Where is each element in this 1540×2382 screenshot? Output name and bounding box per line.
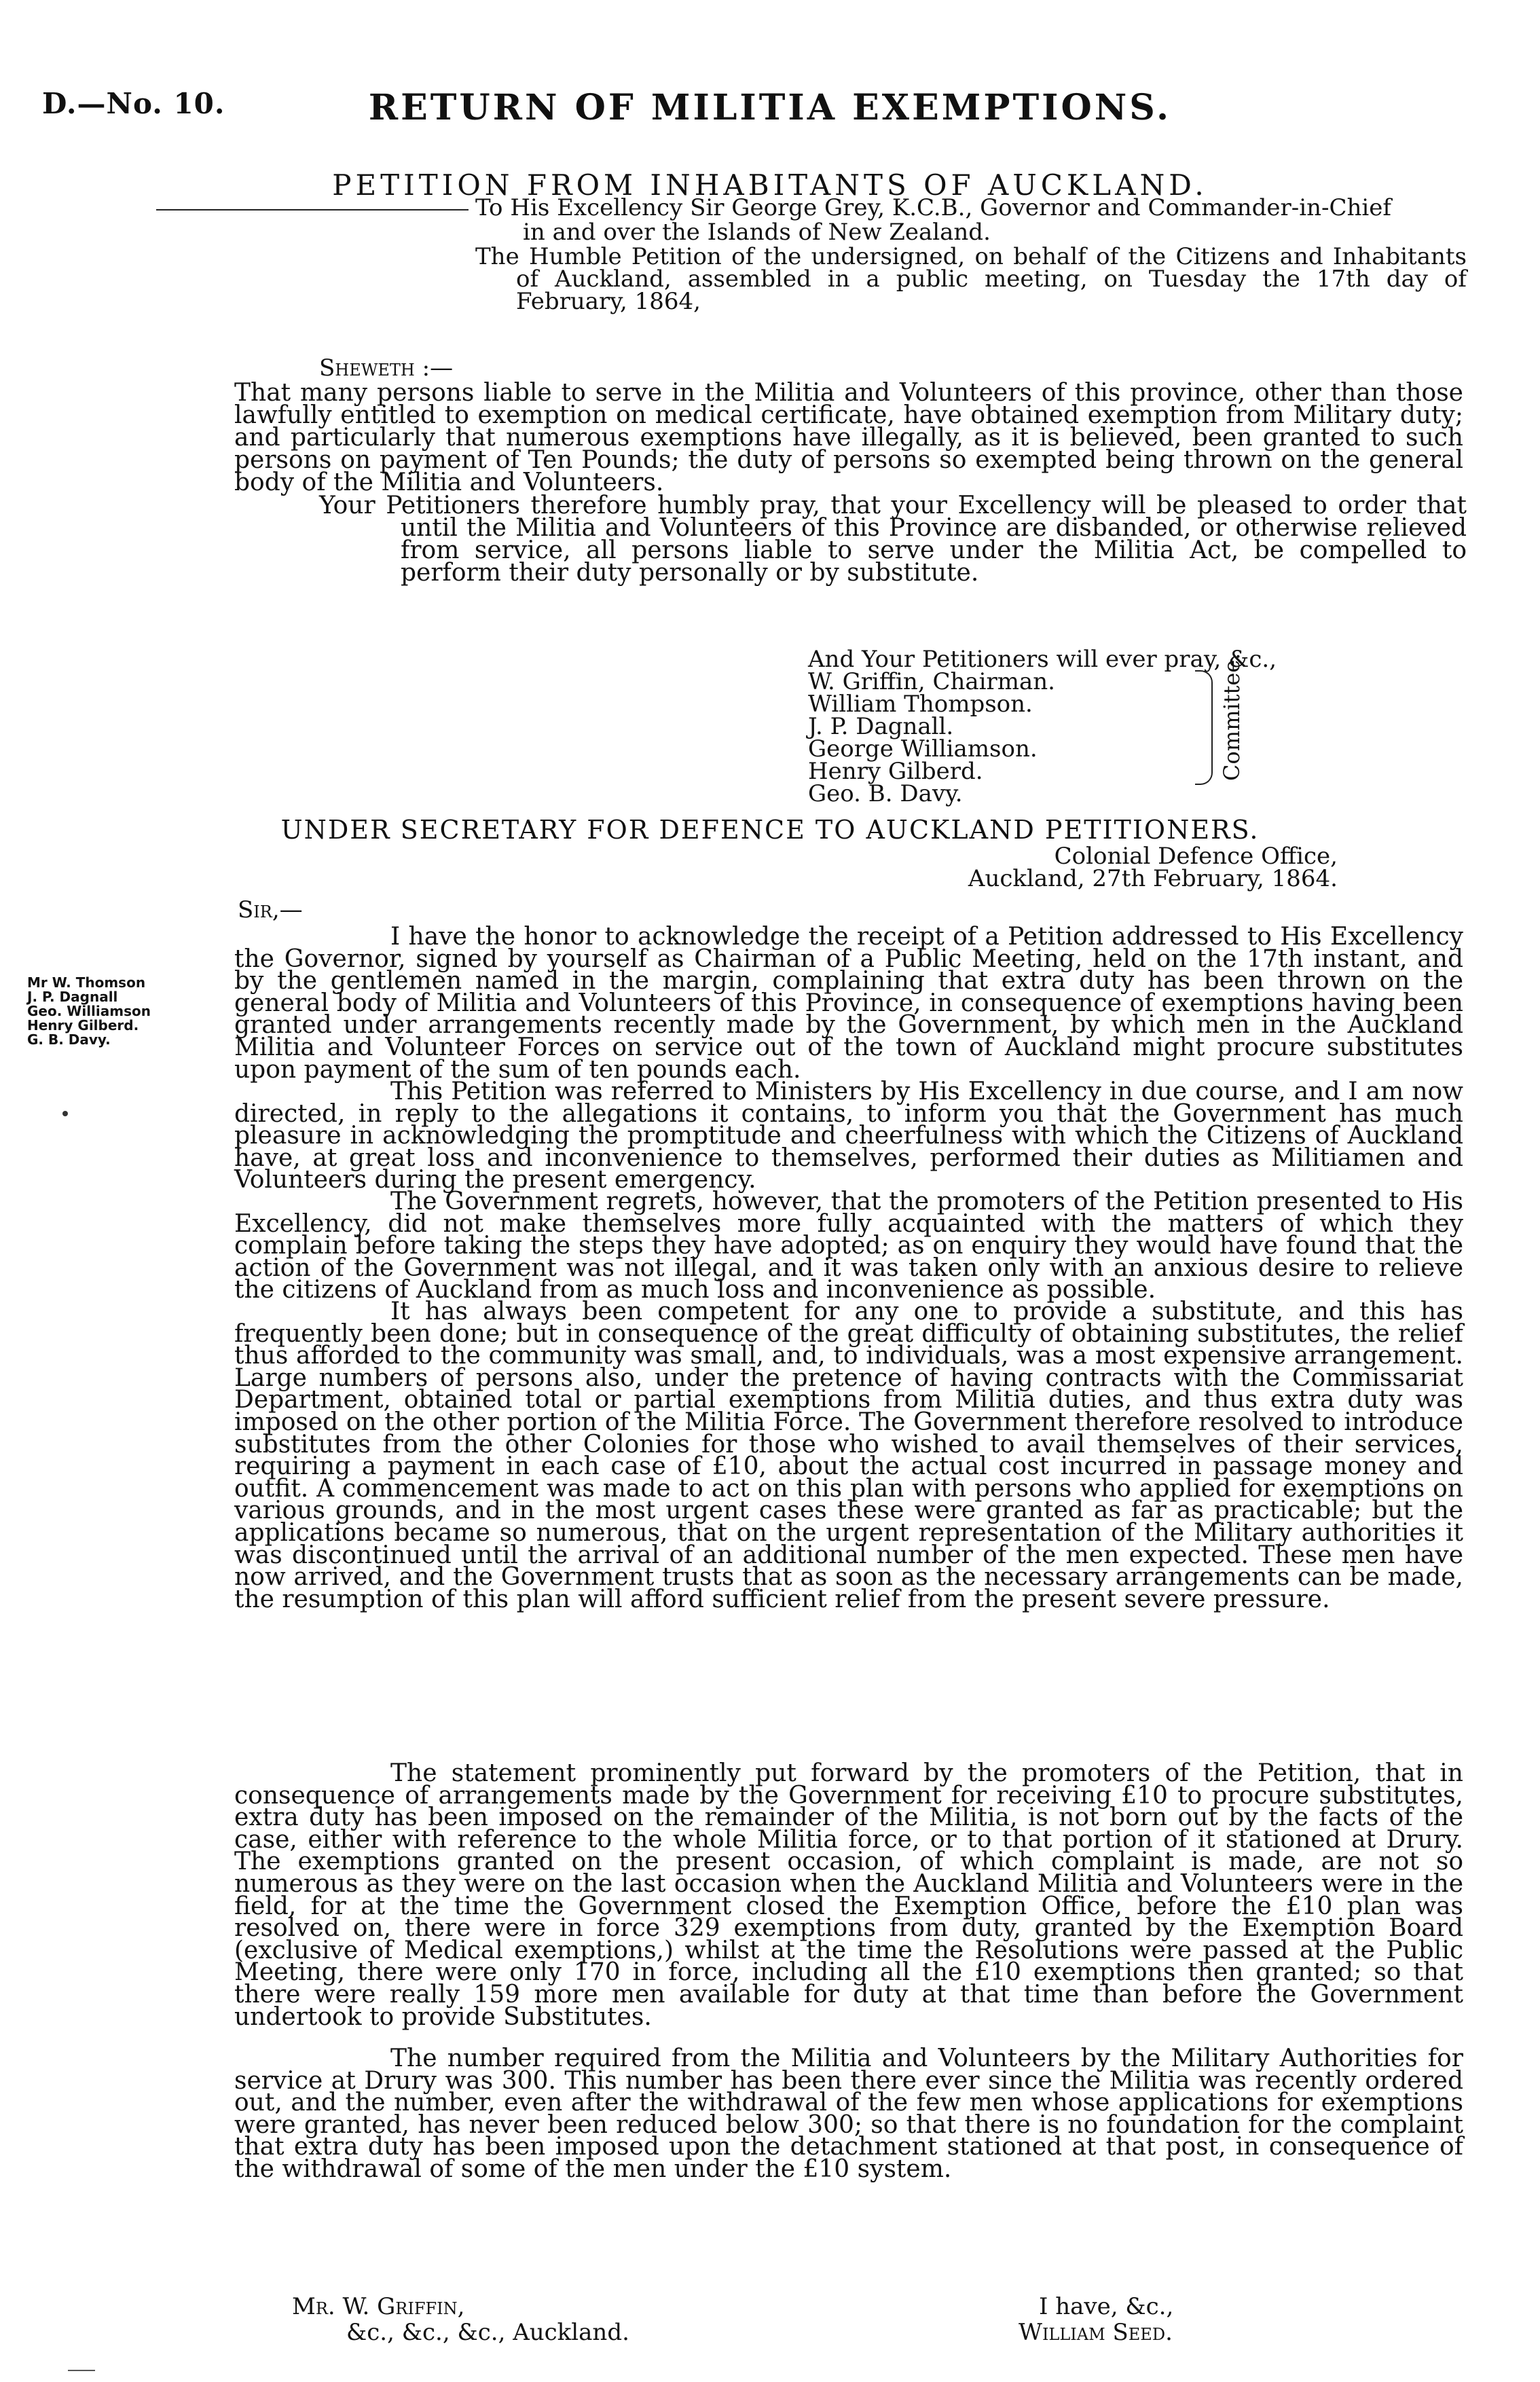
margin-names [27, 976, 151, 1047]
reply-salutation: Sir,— [238, 896, 303, 923]
reply-signoff [1019, 2294, 1173, 2345]
petition-closing: And Your Petitioners will ever pray, &c., [808, 646, 1277, 673]
reply-paragraph-6: The number required from the Militia and Volunteers by the Military Authorities for service at Drury was 300. This number has been there ever since the Militia was recently ordered out, and the number, even after the withdrawal of the few men whose applications for exemptions were granted, has never been reduced below 300; so that there is no foundation for the complaint that extra duty has been imposed upon the detachment stationed at that post, in consequence of the withdrawal of some of the men under the £10 system. [234, 2045, 1463, 2183]
signatory: William Thompson. [808, 691, 1033, 718]
reply-addressee [292, 2294, 629, 2345]
reply-paragraph-4: It has always been competent for any one to provide a substitute, and this has frequently been done; but in consequence of the great difficulty of obtaining substitutes, the relief thus afforded to the community was small, and, to individuals, was a most expensive arrangement. Large numbers of persons also, under the pretence of having contracts with the Commissariat Department, obtained total or partial exemptions from Militia duties, and thus extra duty was imposed on the other portion of the Militia Force. The Government therefore resolved to introduce substitutes from the other Colonies for those who wished to avail themselves of their services, requiring a payment in each case of £10, about the actual cost incurred in passage money and outfit. A commencement was made to act on this plan with persons who applied for exemptions on various grounds, and in the most urgent cases these were granted as far as practicable; but the applications became so numerous, that on the urgent representation of the Military authorities it was discontinued until the arrival of an additional number of the men expected. These men have now arrived, and the Government trusts that as soon as the necessary arrangements can be made, the resumption of this plan will afford sufficient relief from the present severe pressure. [234, 1298, 1463, 1613]
addressee-place: &c., &c., &c., Auckland. [346, 2319, 629, 2346]
document-serial-number: D.—No. 10. [42, 87, 225, 120]
reply-place-date: Auckland, 27th February, 1864. [968, 865, 1338, 892]
committee-label: Committee. [1219, 653, 1245, 781]
petition-prayer: Your Petitioners therefore humbly pray, that your Excellency will be pleased to order that until the Militia and Volunteers of this Province are disbanded, or otherwise relieved from service, all persons liable to serve under the Militia Act, be compelled to perform their duty personally or by substitute. [319, 492, 1467, 587]
reply-office: Colonial Defence Office, [1054, 843, 1338, 870]
reply-paragraph-2: This Petition was referred to Ministers by His Excellency in due course, and I am now directed, in reply to the allegations it contains, to inform you that the Government has much pleasure in acknowledging the promptitude and cheerfulness with which the Citizens of Auckland have, at great loss and inconvenience to themselves, performed their duties as Militiamen and Volunteers during the present emergency. [234, 1078, 1463, 1194]
reply-paragraph-5: The statement prominently put forward by the promoters of the Petition, that in consequence of arrangements made by the Government for receiving £10 to procure substitutes, extra duty has been imposed on the remainder of the Militia, is not born out by the facts of the case, either with reference to the whole Militia force, or to that portion of it stationed at Drury. The exemptions granted on the present occasion, of which complaint is made, are not so numerous as they were on the last occasion when the Auckland Militia and Volunteers were in the field, for at the time the Government closed the Exemption Office, before the £10 plan was resolved on, there were in force 329 exemptions from duty, granted by the Exemption Board (exclusive of Medical exemptions,) whilst at the time the Resolutions were passed at the Public Meeting, there were only 170 in force, including all the £10 exemptions then granted; so that there were really 159 more men available for duty at that time than before the Government undertook to provide Substitutes. [234, 1759, 1463, 2031]
margin-mark [62, 1111, 68, 1116]
signatory: W. Griffin, Chairman. [808, 668, 1055, 695]
signatory: J. P. Dagnall. [808, 713, 954, 740]
petition-title: PETITION FROM INHABITANTS OF AUCKLAND. [332, 168, 1208, 202]
petition-sheweth: Sheweth :— [319, 354, 454, 382]
margin-name: J. P. Dagnall [27, 989, 118, 1005]
divider-rule [156, 209, 469, 210]
margin-name: G. B. Davy. [27, 1031, 111, 1048]
document-main-title: RETURN OF MILITIA EXEMPTIONS. [368, 87, 1172, 128]
reply-signature: William Seed. [1019, 2319, 1173, 2346]
margin-name: Geo. Williamson [27, 1003, 151, 1019]
signatory: George Williamson. [808, 735, 1038, 763]
petition-address-line2: in and over the Islands of New Zealand. [523, 219, 991, 246]
petition-body: That many persons liable to serve in the Militia and Volunteers of this province, other than those lawfully entitled to exemption on medical certificate, have obtained exemption from Military duty; and particularly that numerous exemptions have illegally, as it is believed, been granted to such persons on payment of Ten Pounds; the duty of persons so exempted being thrown on the general body of the Militia and Volunteers. [234, 379, 1463, 496]
committee-bracket [1195, 670, 1213, 785]
petition-address-line1: To His Excellency Sir George Grey, K.C.B., Governor and Commander-in-Chief [475, 194, 1391, 221]
signatory: Henry Gilberd. [808, 758, 983, 785]
margin-name: Henry Gilberd. [27, 1017, 139, 1033]
signatory: Geo. B. Davy. [808, 780, 963, 807]
reply-paragraph-3: The Government regrets, however, that the promoters of the Petition presented to His Excellency, did not make themselves more fully acquainted with the matters of which they complain before taking the steps they have adopted; as on enquiry they would have found that the action of the Government was not illegal, and it was taken only with an anxious desire to relieve the citizens of Auckland from as much loss and inconvenience as possible. [234, 1188, 1463, 1304]
margin-name: Mr W. Thomson [27, 974, 146, 991]
petition-preamble: The Humble Petition of the undersigned, on behalf of the Citizens and Inhabitants of Auckland, assembled in a public meeting, on Tuesday the 17th day of February, 1864, [475, 243, 1467, 315]
footer-mark [68, 2370, 95, 2371]
reply-closing: I have, &c., [1039, 2293, 1174, 2320]
reply-title: UNDER SECRETARY FOR DEFENCE TO AUCKLAND PETITIONERS. [280, 815, 1260, 845]
reply-paragraph-1: I have the honor to acknowledge the receipt of a Petition addressed to His Excellency the Governor, signed by yourself as Chairman of a Public Meeting, held on the 17th instant, and by the gentlemen named in the margin, complaining that extra duty has been thrown on the general body of Militia and Volunteers of this Province, in consequence of exemptions having been granted under arrangements recently made by the Government, by which men in the Auckland Militia and Volunteer Forces on service out of the town of Auckland might procure substitutes upon payment of the sum of ten pounds each. [234, 923, 1463, 1084]
addressee-name: Mr. W. Griffin, [292, 2293, 465, 2320]
